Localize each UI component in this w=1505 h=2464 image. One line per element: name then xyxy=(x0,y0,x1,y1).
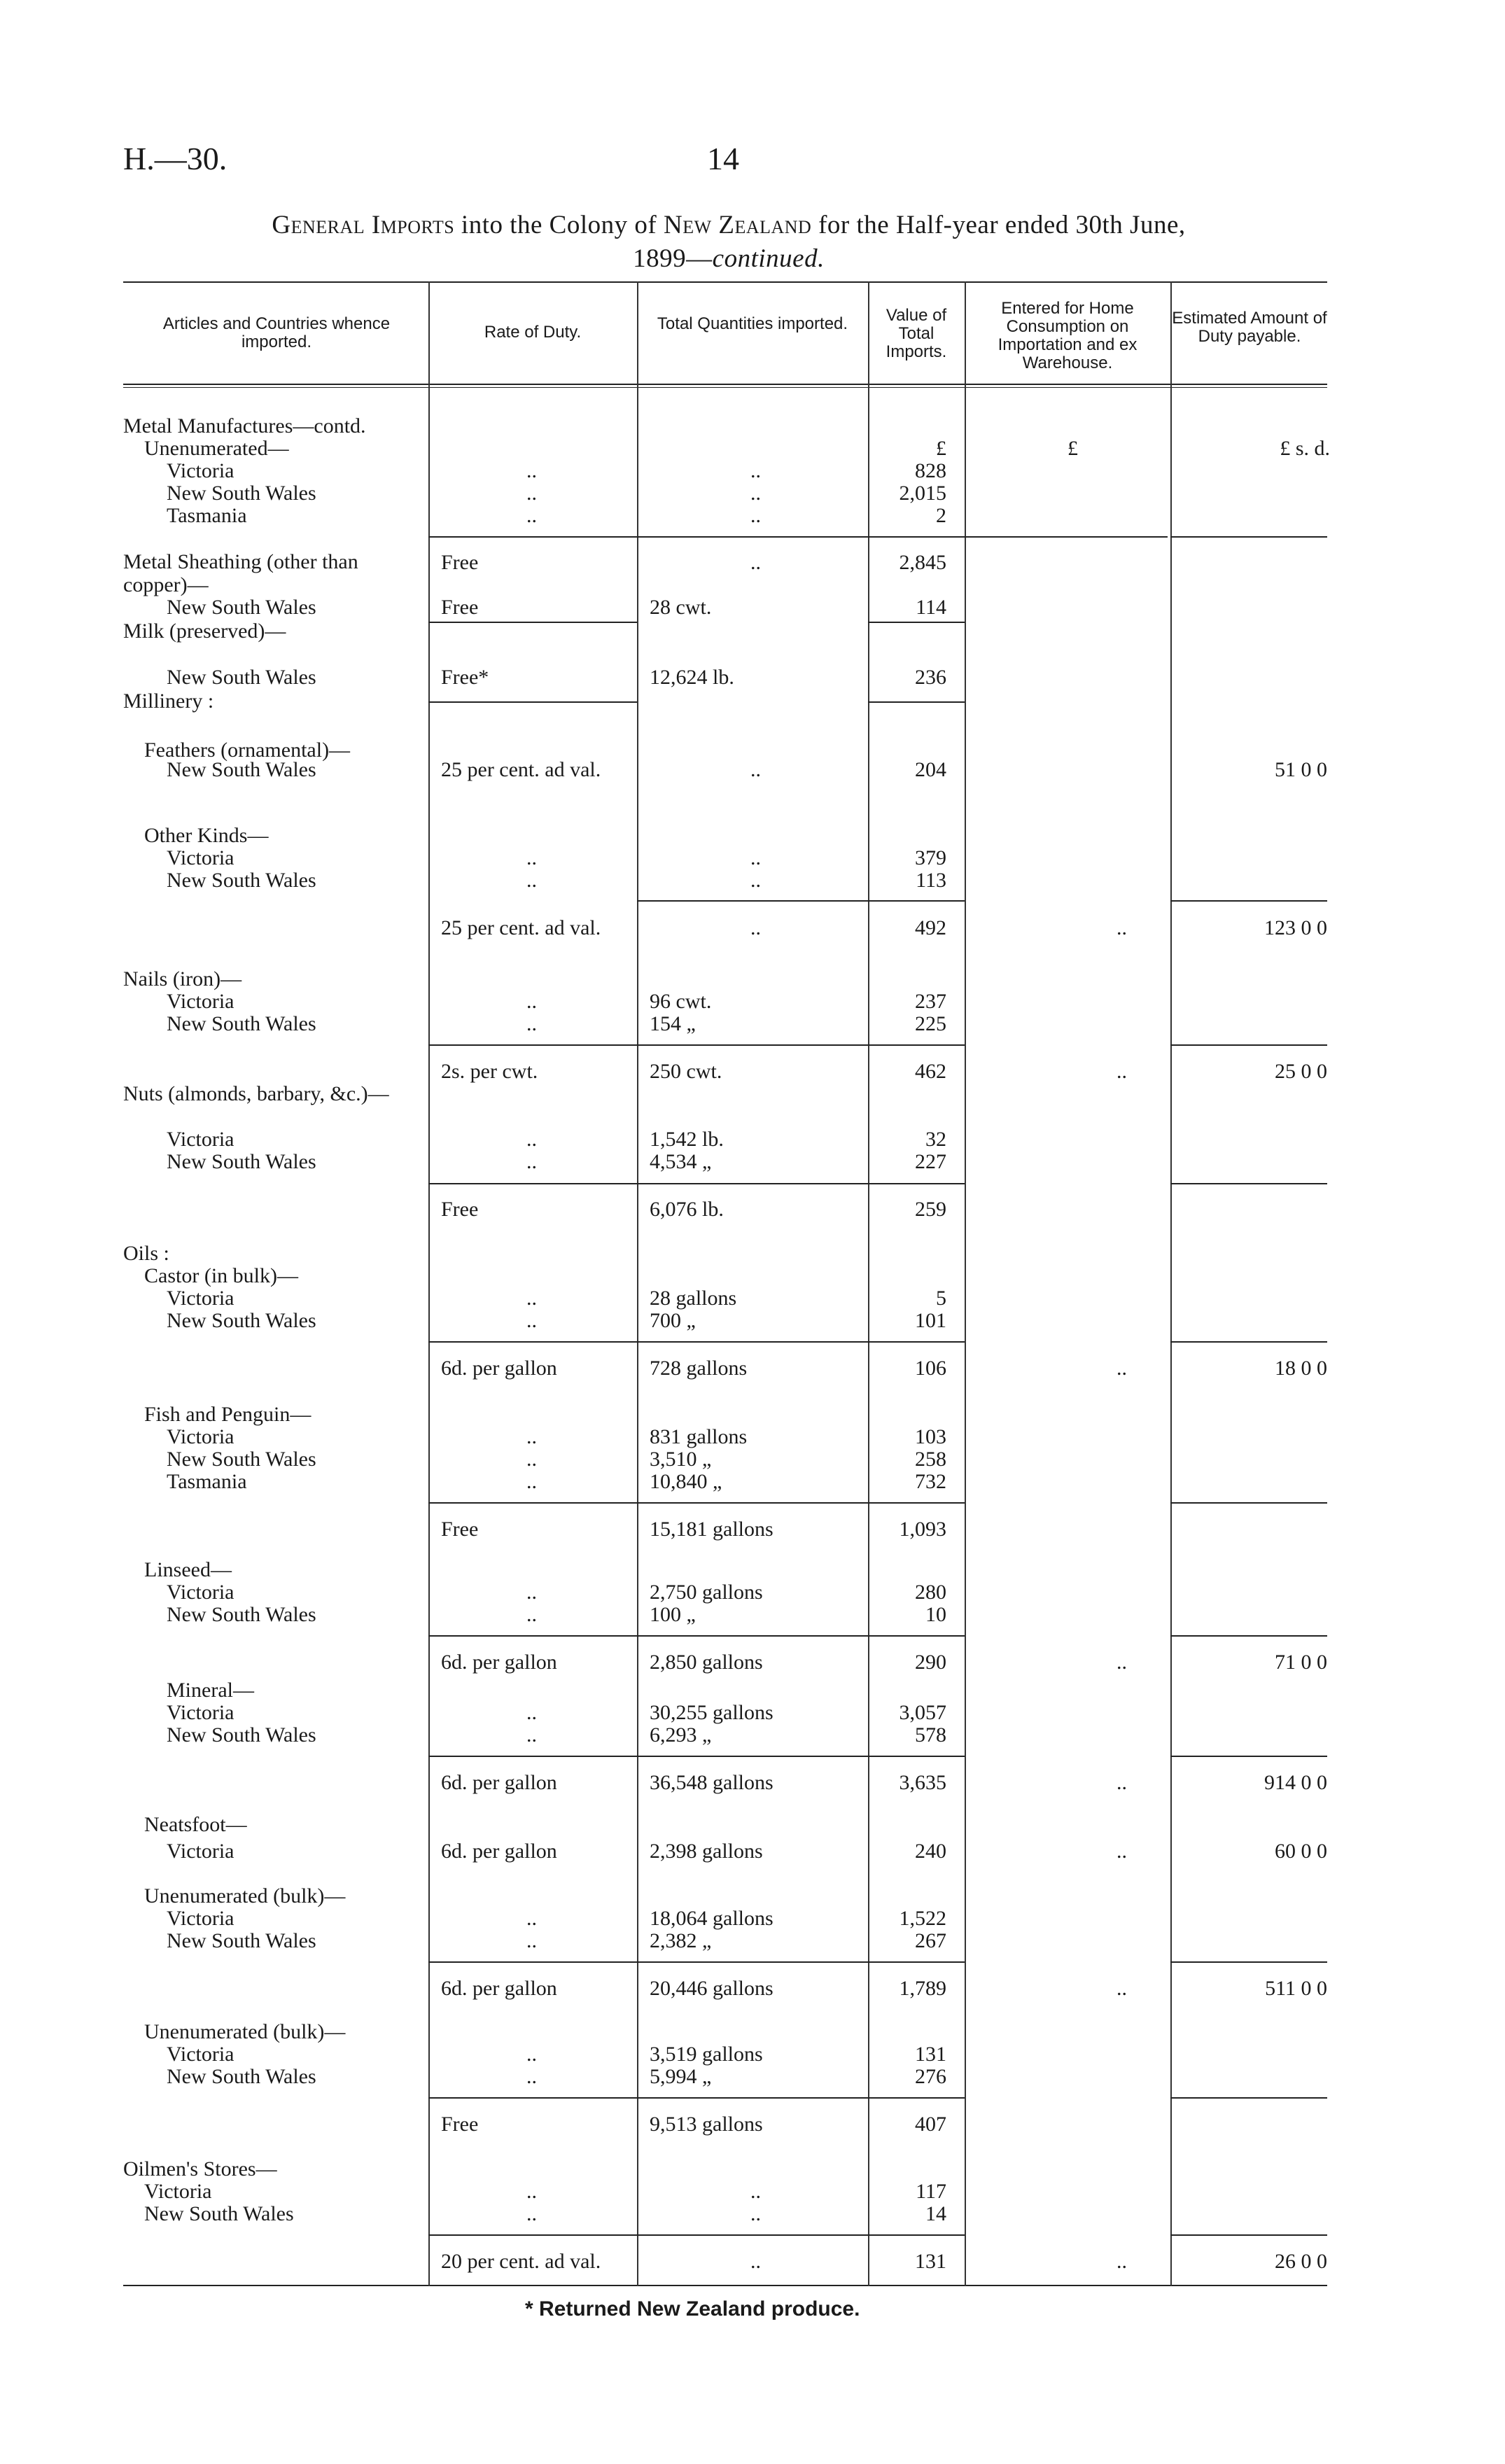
title-rest: for the Half-year ended 30th June, xyxy=(811,211,1186,239)
rate-cell: .. xyxy=(526,2202,537,2225)
value-cell: 492 xyxy=(915,916,946,939)
subtotal-rule xyxy=(428,2234,965,2236)
row-label: Nails (iron)— xyxy=(123,967,242,990)
value-cell: 290 xyxy=(915,1651,946,1674)
table-top-rule xyxy=(123,281,1327,283)
row-label: Unenumerated (bulk)— xyxy=(144,1884,346,1907)
value-cell: 3,057 xyxy=(899,1701,946,1724)
header-bottom-rule-2 xyxy=(123,387,1327,388)
row-label: New South Wales xyxy=(167,1150,316,1173)
title-colony: New Zealand xyxy=(663,211,812,239)
row-label: New South Wales xyxy=(167,1929,316,1952)
subtotal-rule xyxy=(868,701,965,703)
entered-cell: .. xyxy=(1116,916,1127,939)
subtotal-rule xyxy=(1170,1502,1327,1504)
value-cell: 117 xyxy=(916,2180,946,2203)
quantity-cell: 700 „ xyxy=(650,1309,696,1332)
rate-cell: .. xyxy=(526,1723,537,1746)
row-label: New South Wales xyxy=(167,1448,316,1471)
quantity-cell: 30,255 gallons xyxy=(650,1701,774,1724)
row-label: New South Wales xyxy=(167,1012,316,1035)
quantity-cell: .. xyxy=(750,2250,761,2273)
quantity-cell: 728 gallons xyxy=(650,1357,748,1380)
value-cell: 225 xyxy=(915,1012,946,1035)
rate-cell: Free xyxy=(441,1198,479,1221)
row-label: New South Wales xyxy=(167,869,316,892)
value-cell: 14 xyxy=(925,2202,946,2225)
value-cell: 1,789 xyxy=(899,1977,946,2000)
row-label: New South Wales xyxy=(167,1603,316,1626)
subtotal-rule xyxy=(428,701,637,703)
rate-cell: .. xyxy=(526,1603,537,1626)
row-label: Unenumerated— xyxy=(144,437,289,460)
column-divider-1 xyxy=(428,281,430,2286)
value-cell: 280 xyxy=(915,1581,946,1604)
row-label: Neatsfoot— xyxy=(144,1813,247,1836)
quantity-cell: 2,382 „ xyxy=(650,1929,712,1952)
value-cell: 462 xyxy=(915,1060,946,1083)
quantity-cell: 100 „ xyxy=(650,1603,696,1626)
rate-cell: 6d. per gallon xyxy=(441,1357,557,1380)
rate-cell: .. xyxy=(526,846,537,869)
rate-cell: .. xyxy=(526,1012,537,1035)
value-cell: 276 xyxy=(915,2065,946,2088)
value-cell: 103 xyxy=(915,1425,946,1448)
duty-cell: 71 0 0 xyxy=(1275,1651,1327,1674)
rate-cell: .. xyxy=(526,1701,537,1724)
col-header-value: Value of Total Imports. xyxy=(886,306,947,361)
entered-cell: .. xyxy=(1116,2250,1127,2273)
quantity-cell: 36,548 gallons xyxy=(650,1771,774,1794)
subtotal-rule xyxy=(428,1961,965,1963)
subtotal-rule xyxy=(428,1635,965,1637)
rate-cell: .. xyxy=(526,1128,537,1151)
subtotal-rule xyxy=(1170,1044,1327,1046)
quantity-cell: 3,510 „ xyxy=(650,1448,712,1471)
rate-cell: Free* xyxy=(441,666,489,689)
subtotal-rule xyxy=(637,900,965,902)
quantity-cell: 5,994 „ xyxy=(650,2065,712,2088)
rate-cell: .. xyxy=(526,504,537,527)
row-label: Victoria xyxy=(167,1581,234,1604)
value-cell: 828 xyxy=(915,459,946,482)
rate-cell: .. xyxy=(526,2180,537,2203)
quantity-cell: 18,064 gallons xyxy=(650,1907,774,1930)
row-label: Castor (in bulk)— xyxy=(144,1264,298,1287)
column-divider-2 xyxy=(637,281,638,2286)
row-label: Victoria xyxy=(167,1425,234,1448)
quantity-cell: 96 cwt. xyxy=(650,990,712,1013)
rate-cell: 6d. per gallon xyxy=(441,1840,557,1863)
row-label: Mineral— xyxy=(167,1679,254,1702)
value-cell: 267 xyxy=(915,1929,946,1952)
quantity-cell: .. xyxy=(750,916,761,939)
quantity-cell: 4,534 „ xyxy=(650,1150,712,1173)
duty-cell: 26 0 0 xyxy=(1275,2250,1327,2273)
row-label: Victoria xyxy=(167,1907,234,1930)
value-cell: 236 xyxy=(915,666,946,689)
col-header-quantities: Total Quantities imported. xyxy=(657,314,848,333)
rate-cell: .. xyxy=(526,1448,537,1471)
title-continued: continued. xyxy=(712,244,825,273)
subtotal-rule xyxy=(1170,536,1327,538)
row-label: New South Wales xyxy=(167,758,316,781)
entered-cell: .. xyxy=(1116,1357,1127,1380)
row-label: Victoria xyxy=(167,1840,234,1863)
rate-cell: 6d. per gallon xyxy=(441,1771,557,1794)
value-cell: 259 xyxy=(915,1198,946,1221)
row-label: Tasmania xyxy=(167,1470,247,1493)
row-label: Metal Manufactures—contd. xyxy=(123,414,366,438)
subtotal-rule xyxy=(428,622,637,623)
entered-cell: .. xyxy=(1116,1060,1127,1083)
rate-cell: Free xyxy=(441,2113,479,2136)
quantity-cell: 20,446 gallons xyxy=(650,1977,774,2000)
row-label: Victoria xyxy=(167,846,234,869)
rate-cell: 6d. per gallon xyxy=(441,1977,557,2000)
quantity-cell: 831 gallons xyxy=(650,1425,748,1448)
value-unit: £ xyxy=(936,437,946,460)
value-cell: 240 xyxy=(915,1840,946,1863)
row-label: Nuts (almonds, barbary, &c.)— xyxy=(123,1082,389,1105)
row-label: Victoria xyxy=(167,1287,234,1310)
subtotal-rule xyxy=(428,1044,965,1046)
duty-cell: 18 0 0 xyxy=(1275,1357,1327,1380)
value-cell: 32 xyxy=(925,1128,946,1151)
duty-cell: 25 0 0 xyxy=(1275,1060,1327,1083)
value-cell: 258 xyxy=(915,1448,946,1471)
value-cell: 379 xyxy=(915,846,946,869)
quantity-cell: .. xyxy=(750,551,761,574)
duty-cell: 51 0 0 xyxy=(1275,758,1327,781)
row-label: Tasmania xyxy=(167,504,247,527)
quantity-cell: .. xyxy=(750,2202,761,2225)
row-label: New South Wales xyxy=(167,666,316,689)
quantity-cell: 2,750 gallons xyxy=(650,1581,763,1604)
rate-cell: .. xyxy=(526,482,537,505)
row-label: Feathers (ornamental)— xyxy=(144,738,351,762)
row-label: Milk (preserved)— xyxy=(123,620,286,643)
quantity-cell: 15,181 gallons xyxy=(650,1518,774,1541)
rate-cell: 25 per cent. ad val. xyxy=(441,916,601,939)
entered-unit: £ xyxy=(1068,437,1078,460)
subtotal-rule xyxy=(1170,1635,1327,1637)
row-label: New South Wales xyxy=(167,1723,316,1746)
subtotal-rule xyxy=(428,1756,965,1757)
value-cell: 101 xyxy=(915,1309,946,1332)
value-cell: 2,015 xyxy=(899,482,946,505)
quantity-cell: 9,513 gallons xyxy=(650,2113,763,2136)
quantity-cell: 6,293 „ xyxy=(650,1723,712,1746)
value-cell: 5 xyxy=(936,1287,946,1310)
rate-cell: .. xyxy=(526,1150,537,1173)
value-cell: 131 xyxy=(915,2043,946,2066)
row-label: Metal Sheathing (other than copper)— xyxy=(123,550,358,596)
rate-cell: .. xyxy=(526,990,537,1013)
row-label: Unenumerated (bulk)— xyxy=(144,2020,346,2043)
row-label: Oilmen's Stores— xyxy=(123,2157,277,2180)
quantity-cell: 3,519 gallons xyxy=(650,2043,763,2066)
duty-unit: £ s. d. xyxy=(1280,437,1330,460)
rate-cell: Free xyxy=(441,1518,479,1541)
value-cell: 113 xyxy=(916,869,946,892)
rate-cell: Free xyxy=(441,551,479,574)
subtotal-rule xyxy=(1170,2097,1327,2099)
entered-cell: .. xyxy=(1116,1771,1127,1794)
header-bottom-rule xyxy=(123,384,1327,385)
value-cell: 10 xyxy=(925,1603,946,1626)
rate-cell: Free xyxy=(441,596,479,619)
quantity-cell: .. xyxy=(750,459,761,482)
row-label: New South Wales xyxy=(167,2065,316,2088)
quantity-cell: 6,076 lb. xyxy=(650,1198,724,1221)
value-cell: 2,845 xyxy=(899,551,946,574)
col-header-articles: Articles and Countries whence imported. xyxy=(162,314,391,351)
row-label: New South Wales xyxy=(167,482,316,505)
row-label: Victoria xyxy=(144,2180,212,2203)
row-label: Victoria xyxy=(167,990,234,1013)
value-cell: 114 xyxy=(916,596,946,619)
table-title xyxy=(123,209,1334,276)
rate-cell: .. xyxy=(526,1425,537,1448)
row-label: New South Wales xyxy=(167,596,316,619)
value-cell: 3,635 xyxy=(899,1771,946,1794)
rate-cell: .. xyxy=(526,1929,537,1952)
title-mid: into the Colony of xyxy=(454,211,664,239)
title-year: 1899— xyxy=(633,244,713,273)
quantity-cell: 1,542 lb. xyxy=(650,1128,724,1151)
row-label: Fish and Penguin— xyxy=(144,1403,312,1426)
col-header-duty: Estimated Amount of Duty payable. xyxy=(1172,309,1327,346)
value-cell: 732 xyxy=(915,1470,946,1493)
quantity-cell: 250 cwt. xyxy=(650,1060,722,1083)
subtotal-rule xyxy=(428,1341,965,1343)
col-header-rate: Rate of Duty. xyxy=(484,323,582,342)
rate-cell: 6d. per gallon xyxy=(441,1651,557,1674)
subtotal-rule xyxy=(1170,2234,1327,2236)
quantity-cell: 154 „ xyxy=(650,1012,696,1035)
rate-cell: .. xyxy=(526,1470,537,1493)
value-cell: 578 xyxy=(915,1723,946,1746)
title-prefix: General Imports xyxy=(272,211,455,239)
quantity-cell: .. xyxy=(750,869,761,892)
rate-cell: .. xyxy=(526,459,537,482)
duty-cell: 123 0 0 xyxy=(1264,916,1327,939)
rate-cell: .. xyxy=(526,2065,537,2088)
rate-cell: 20 per cent. ad val. xyxy=(441,2250,601,2273)
value-cell: 106 xyxy=(915,1357,946,1380)
entered-cell: .. xyxy=(1116,1977,1127,2000)
row-label: New South Wales xyxy=(144,2202,294,2225)
value-cell: 2 xyxy=(936,504,946,527)
row-label: Victoria xyxy=(167,2043,234,2066)
quantity-cell: 2,398 gallons xyxy=(650,1840,763,1863)
quantity-cell: 12,624 lb. xyxy=(650,666,734,689)
rate-cell: .. xyxy=(526,2043,537,2066)
subtotal-rule xyxy=(428,1502,965,1504)
rate-cell: .. xyxy=(526,1287,537,1310)
duty-cell: 60 0 0 xyxy=(1275,1840,1327,1863)
subtotal-rule xyxy=(428,1183,965,1184)
duty-cell: 914 0 0 xyxy=(1264,1771,1327,1794)
value-cell: 1,093 xyxy=(899,1518,946,1541)
rate-cell: .. xyxy=(526,869,537,892)
rate-cell: 25 per cent. ad val. xyxy=(441,758,601,781)
rate-cell: .. xyxy=(526,1309,537,1332)
value-cell: 407 xyxy=(915,2113,946,2136)
duty-cell: 511 0 0 xyxy=(1265,1977,1327,2000)
subtotal-rule xyxy=(868,622,965,623)
table-bottom-rule xyxy=(123,2285,1327,2286)
subtotal-rule xyxy=(1170,1183,1327,1184)
quantity-cell: .. xyxy=(750,2180,761,2203)
subtotal-rule xyxy=(428,536,1168,538)
subtotal-rule xyxy=(1170,1961,1327,1963)
row-label: Other Kinds— xyxy=(144,824,269,847)
rate-cell: .. xyxy=(526,1907,537,1930)
col-header-entered: Entered for Home Consumption on Importation and ex Warehouse. xyxy=(997,299,1138,372)
subtotal-rule xyxy=(1170,900,1327,902)
quantity-cell: 2,850 gallons xyxy=(650,1651,763,1674)
value-cell: 1,522 xyxy=(899,1907,946,1930)
row-label: Linseed— xyxy=(144,1558,232,1581)
row-label: Victoria xyxy=(167,1701,234,1724)
rate-cell: 2s. per cwt. xyxy=(441,1060,538,1083)
quantity-cell: .. xyxy=(750,758,761,781)
quantity-cell: 28 gallons xyxy=(650,1287,737,1310)
row-label: Millinery : xyxy=(123,690,214,713)
page-number: 14 xyxy=(707,141,739,176)
quantity-cell: 28 cwt. xyxy=(650,596,712,619)
quantity-cell: 10,840 „ xyxy=(650,1470,722,1493)
quantity-cell: .. xyxy=(750,846,761,869)
row-label: Victoria xyxy=(167,459,234,482)
subtotal-rule xyxy=(1170,1341,1327,1343)
subtotal-rule xyxy=(1170,1756,1327,1757)
entered-cell: .. xyxy=(1116,1651,1127,1674)
value-cell: 204 xyxy=(915,758,946,781)
subtotal-rule xyxy=(428,2097,965,2099)
document-code: H.—30. xyxy=(123,141,227,176)
row-label: Oils : xyxy=(123,1242,169,1265)
value-cell: 131 xyxy=(915,2250,946,2273)
quantity-cell: .. xyxy=(750,504,761,527)
value-cell: 227 xyxy=(915,1150,946,1173)
entered-cell: .. xyxy=(1116,1840,1127,1863)
footnote: * Returned New Zealand produce. xyxy=(525,2297,860,2320)
row-label: Victoria xyxy=(167,1128,234,1151)
rate-cell: .. xyxy=(526,1581,537,1604)
value-cell: 237 xyxy=(915,990,946,1013)
row-label: New South Wales xyxy=(167,1309,316,1332)
quantity-cell: .. xyxy=(750,482,761,505)
